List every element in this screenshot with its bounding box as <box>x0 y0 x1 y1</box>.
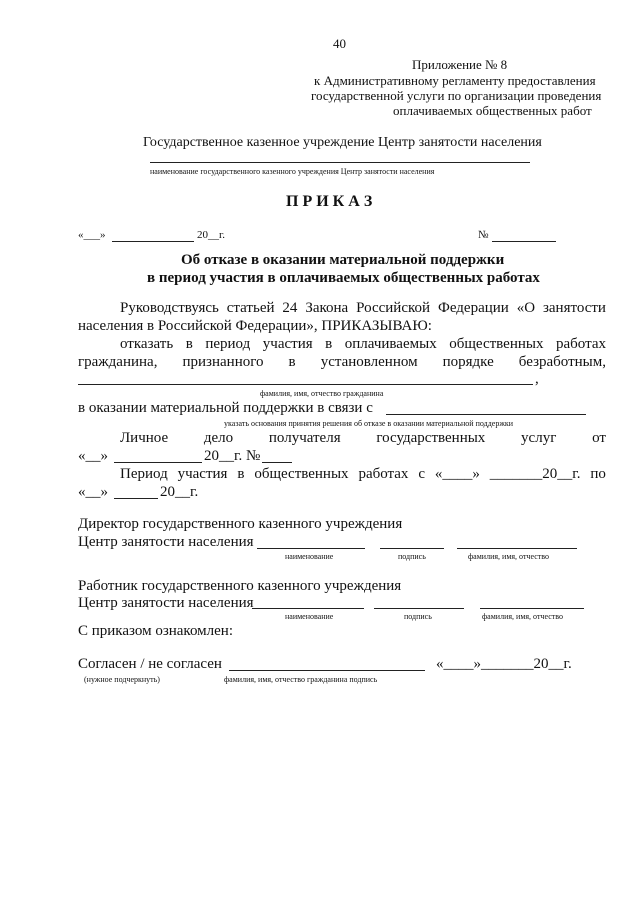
citizen-fio-comma: , <box>535 371 539 387</box>
order-date-month-line <box>112 241 194 242</box>
case-number-line <box>262 462 292 463</box>
worker-title-line-1: Работник государственного казенного учреждения <box>78 578 402 594</box>
paragraph-basis-line-1: Руководствуясь статьей 24 Закона Российской Федерации «О занятости <box>120 300 606 316</box>
subject-line-1: Об отказе в оказании материальной поддержки <box>181 252 505 268</box>
subject-line-2: в период участия в оплачиваемых общественных работах <box>147 270 540 286</box>
director-fio-line <box>457 548 577 549</box>
acquainted-label: С приказом ознакомлен: <box>78 623 234 639</box>
agree-caption-underline: (нужное подчеркнуть) <box>84 675 160 684</box>
period-end-day: «__» <box>78 484 108 500</box>
agree-caption-fio-sign: фамилия, имя, отчество гражданина подпись <box>224 675 378 684</box>
period-end-month-line <box>114 498 158 499</box>
worker-title-line-2: Центр занятости населения <box>78 595 254 611</box>
worker-caption-name: наименование <box>285 612 334 621</box>
director-caption-sign: подпись <box>398 552 426 561</box>
agree-date: «____»_______20__г. <box>436 656 572 672</box>
paragraph-case-line-1: Личное дело получателя государственных услуг от <box>120 430 606 446</box>
order-date-day: «___» <box>78 229 106 241</box>
director-sign-line <box>380 548 444 549</box>
paragraph-basis-line-2: населения в Российской Федерации», ПРИКАЗЫВАЮ: <box>78 318 432 334</box>
agree-label: Согласен / не согласен <box>78 656 222 672</box>
reason-caption: указать основания принятия решения об отказе в оказании материальной поддержки <box>224 419 514 428</box>
appendix-line-1: к Административному регламенту предоставления <box>314 73 596 88</box>
case-date-year-number: 20__г. № <box>204 448 261 464</box>
worker-name-line <box>252 608 364 609</box>
director-name-line <box>257 548 365 549</box>
order-date-year: 20__г. <box>197 229 226 241</box>
case-date-day: «__» <box>78 448 108 464</box>
worker-fio-line <box>480 608 584 609</box>
citizen-fio-caption: фамилия, имя, отчество гражданина <box>260 389 384 398</box>
paragraph-refuse-line-2: гражданина, признанного в установленном порядке безработным, <box>78 354 606 370</box>
paragraph-period-line-1: Период участия в общественных работах с «____» _______20__г. по <box>120 466 606 482</box>
agree-fio-sign-line <box>229 670 425 671</box>
worker-sign-line <box>374 608 464 609</box>
worker-caption-sign: подпись <box>404 612 432 621</box>
institution-caption: наименование государственного казенного учреждения Центр занятости населения <box>150 167 435 176</box>
director-title-line-1: Директор государственного казенного учреждения <box>78 516 403 532</box>
appendix-line-2: государственной услуги по организации проведения <box>311 88 602 103</box>
paragraph-reason: в оказании материальной поддержки в связи с <box>78 400 373 416</box>
paragraph-refuse-line-1: отказать в период участия в оплачиваемых общественных работах <box>120 336 606 352</box>
period-end-year: 20__г. <box>160 484 199 500</box>
order-title: П Р И К А З <box>286 193 373 210</box>
institution-name: Государственное казенное учреждение Центр занятости населения <box>143 135 542 150</box>
director-title-line-2: Центр занятости населения <box>78 534 254 550</box>
order-number-label: № <box>478 229 489 241</box>
appendix-line-3: оплачиваемых общественных работ <box>393 103 592 118</box>
appendix-title: Приложение № 8 <box>412 57 508 72</box>
institution-underline <box>150 162 530 163</box>
case-date-month-line <box>114 462 202 463</box>
page-number: 40 <box>333 36 346 51</box>
order-number-line <box>492 241 556 242</box>
director-caption-name: наименование <box>285 552 334 561</box>
citizen-fio-line <box>78 384 533 385</box>
reason-line <box>386 414 586 415</box>
worker-caption-fio: фамилия, имя, отчество <box>482 612 563 621</box>
director-caption-fio: фамилия, имя, отчество <box>468 552 549 561</box>
